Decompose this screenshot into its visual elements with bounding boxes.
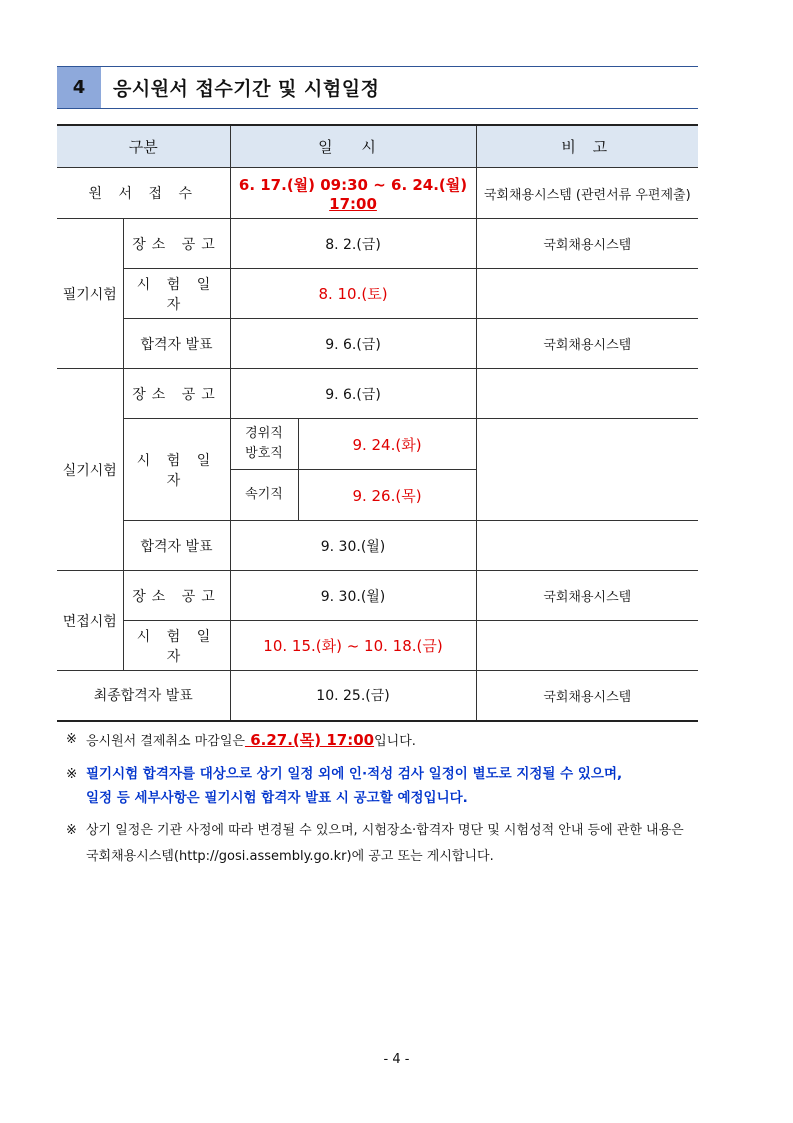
header-remarks: 비 고 bbox=[476, 125, 698, 168]
interview-venue-date: 9. 30.(월) bbox=[230, 571, 476, 621]
table-row bbox=[57, 319, 698, 369]
table-header-row bbox=[57, 125, 698, 168]
application-datetime: 6. 17.(월) 09:30 ~ 6. 24.(월) 17:00 bbox=[230, 168, 476, 219]
table-row bbox=[57, 369, 698, 419]
table-row bbox=[57, 571, 698, 621]
section-title: 응시원서 접수기간 및 시험일정 bbox=[113, 78, 380, 100]
note-cancellation-deadline: ※ 응시원서 결제취소 마감일은 6.27.(목) 17:00입니다. bbox=[66, 731, 416, 749]
table-row bbox=[57, 269, 698, 319]
table-row bbox=[57, 621, 698, 671]
written-venue-label: 장소 공고 bbox=[123, 219, 230, 269]
application-end-time: 17:00 bbox=[329, 194, 377, 213]
written-result-date: 9. 6.(금) bbox=[230, 319, 476, 369]
table-row bbox=[57, 419, 698, 470]
practical-venue-label: 장소 공고 bbox=[123, 369, 230, 419]
written-exam-label: 시 험 일 자 bbox=[123, 269, 230, 319]
note-schedule-change: ※ 상기 일정은 기관 사정에 따라 변경될 수 있으며, 시험장소·합격자 명단 및 시험성적 안내 등에 관한 내용은 국회채용시스템(http://gosi.assembly.go.kr)에 공고 또는 게시합니다. bbox=[66, 818, 706, 870]
notes-section bbox=[66, 730, 706, 870]
practical-result-date: 9. 30.(월) bbox=[230, 521, 476, 571]
written-result-remarks: 국회채용시스템 bbox=[476, 319, 698, 369]
final-result-label: 최종합격자 발표 bbox=[57, 671, 230, 721]
recruitment-system-link: 국회채용시스템(http://gosi.assembly.go.kr)에 공고 또는 게시합니다. bbox=[86, 849, 494, 864]
practical-exam-label: 시 험 일 자 bbox=[123, 419, 230, 521]
reference-mark-icon: ※ bbox=[66, 766, 78, 782]
reference-mark-icon: ※ bbox=[66, 823, 77, 838]
written-result-label: 합격자 발표 bbox=[123, 319, 230, 369]
practical-sub1-date: 9. 24.(화) bbox=[298, 419, 476, 470]
interview-group: 면접시험 bbox=[57, 571, 123, 671]
section-header bbox=[57, 66, 698, 109]
final-result-date: 10. 25.(금) bbox=[230, 671, 476, 721]
final-result-remarks: 국회채용시스템 bbox=[476, 671, 698, 721]
practical-sub1-label: 경위직 방호직 bbox=[230, 419, 298, 470]
table-row bbox=[57, 521, 698, 571]
interview-exam-date: 10. 15.(화) ~ 10. 18.(금) bbox=[230, 621, 476, 671]
application-remarks: 국회채용시스템 (관련서류 우편제출) bbox=[476, 168, 698, 219]
interview-venue-label: 장소 공고 bbox=[123, 571, 230, 621]
practical-sub2-date: 9. 26.(목) bbox=[298, 470, 476, 521]
written-venue-date: 8. 2.(금) bbox=[230, 219, 476, 269]
written-exam-date: 8. 10.(토) bbox=[230, 269, 476, 319]
interview-exam-label: 시 험 일 자 bbox=[123, 621, 230, 671]
table-row bbox=[57, 219, 698, 269]
practical-exam-group: 실기시험 bbox=[57, 369, 123, 571]
section-number: 4 bbox=[57, 67, 101, 108]
schedule-table bbox=[57, 124, 698, 722]
application-label: 원 서 접 수 bbox=[57, 168, 230, 219]
table-row bbox=[57, 671, 698, 721]
interview-venue-remarks: 국회채용시스템 bbox=[476, 571, 698, 621]
written-venue-remarks: 국회채용시스템 bbox=[476, 219, 698, 269]
cancellation-deadline: 6.27.(목) 17:00 bbox=[244, 731, 375, 749]
written-exam-group: 필기시험 bbox=[57, 219, 123, 369]
table-row bbox=[57, 168, 698, 219]
practical-result-label: 합격자 발표 bbox=[123, 521, 230, 571]
header-datetime: 일 시 bbox=[230, 125, 476, 168]
practical-sub2-label: 속기직 bbox=[230, 470, 298, 521]
reference-mark-icon: ※ bbox=[66, 732, 77, 747]
header-category: 구분 bbox=[57, 125, 230, 168]
note-aptitude-test: ※ 필기시험 합격자를 대상으로 상기 일정 외에 인·적성 검사 일정이 별도로 지정될 수 있으며, 일정 등 세부사항은 필기시험 합격자 발표 시 공고할 예정입니다. bbox=[66, 762, 706, 810]
practical-venue-date: 9. 6.(금) bbox=[230, 369, 476, 419]
page-number: - 4 - bbox=[383, 1052, 410, 1067]
